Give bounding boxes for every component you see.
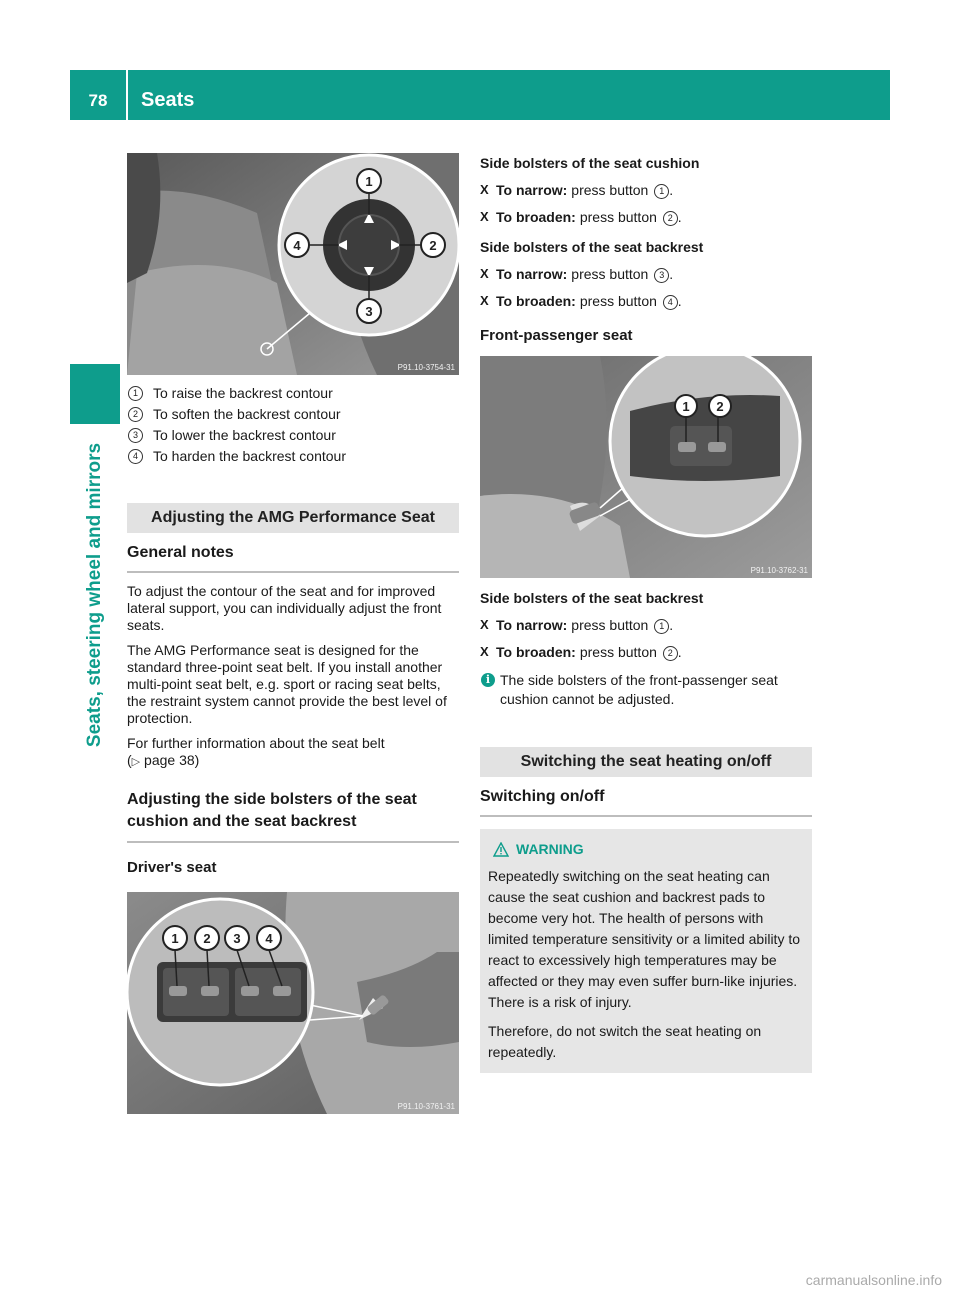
figure-code: P91.10-3762-31 [750, 566, 808, 575]
page-ref-arrow-icon: ▷ [131, 756, 141, 768]
step-label: To narrow: [496, 182, 568, 198]
figure-passenger-seat [480, 356, 812, 578]
legend-item [127, 404, 459, 425]
paragraph: The AMG Performance seat is designed for the standard three-point seat belt. If you install another multi-point seat belt, e.g. sport or racing seat belts, the restraint system cannot provide the best level of protection. [127, 642, 447, 726]
step-label: To broaden: [496, 293, 576, 309]
instruction-step: X To narrow: press button 3 . [480, 266, 674, 282]
step-arrow-icon: X [480, 209, 489, 224]
legend-item [127, 446, 459, 467]
legend-item [127, 383, 459, 404]
legend-text: To lower the backrest contour [153, 427, 336, 443]
callout-number: 2 [663, 646, 678, 661]
step-arrow-icon: X [480, 266, 489, 281]
figure-label-4: 4 [265, 931, 273, 946]
callout-number: 4 [128, 449, 143, 464]
callout-number: 1 [654, 184, 669, 199]
figure-label-2: 2 [429, 238, 437, 253]
step-arrow-icon: X [480, 644, 489, 659]
step-text: press button [571, 182, 649, 198]
info-text: The side bolsters of the front-passenger seat cushion cannot be adjusted. [500, 672, 778, 707]
legend-item [127, 425, 459, 446]
instruction-step: X To broaden: press button 4 . [480, 293, 682, 309]
paragraph-text: For further information about the seat belt [127, 735, 385, 751]
callout-number: 3 [128, 428, 143, 443]
step-arrow-icon: X [480, 182, 489, 197]
drivers-seat-illustration [127, 892, 459, 1114]
paragraph: To adjust the contour of the seat and for improved lateral support, you can individually adjust the front seats. [127, 583, 442, 633]
left-column [127, 153, 459, 1114]
callout-number: 4 [663, 295, 678, 310]
warning-header [493, 841, 804, 857]
step-text: press button [579, 644, 657, 660]
figure-label-1: 1 [365, 174, 373, 189]
instruction-step: X To narrow: press button 1 . [480, 182, 674, 198]
step-arrow-icon: X [480, 617, 489, 632]
switching-heading: Switching on/off [480, 787, 812, 817]
side-bolsters-heading: Adjusting the side bolsters of the seat cushion and the seat backrest [127, 789, 459, 843]
figure-label-1: 1 [171, 931, 179, 946]
legend-text: To harden the backrest contour [153, 448, 347, 464]
warning-text: Repeatedly switching on the seat heating can cause the seat cushion and backrest pads to become very hot. The health of persons with limited temperature sensitivity or a limited ability to react to excessively high temperatures may be affected or they may even suffer burn-like injuries. There is a risk of injury. [488, 868, 801, 1010]
step-arrow-icon: X [480, 293, 489, 308]
info-icon: i [481, 673, 495, 687]
figure-code: P91.10-3761-31 [397, 1102, 455, 1111]
page-title: Seats [141, 89, 195, 111]
header-divider [126, 70, 128, 120]
step-label: To broaden: [496, 644, 576, 660]
warning-title: WARNING [516, 841, 584, 857]
page-reference-link[interactable]: page 38 [144, 752, 195, 768]
cushion-bolsters-heading: Side bolsters of the seat cushion [480, 155, 700, 171]
callout-number: 2 [128, 407, 143, 422]
general-notes-heading: General notes [127, 543, 459, 573]
backrest-illustration [127, 153, 459, 375]
warning-triangle-icon [493, 842, 509, 857]
page-number: 78 [88, 91, 108, 110]
passenger-backrest-heading: Side bolsters of the seat backrest [480, 590, 704, 606]
backrest-bolsters-heading: Side bolsters of the seat backrest [480, 239, 704, 255]
watermark: carmanualsonline.info [805, 1272, 942, 1288]
callout-number: 1 [128, 386, 143, 401]
drivers-seat-heading: Driver's seat [127, 859, 217, 876]
step-text: press button [571, 266, 649, 282]
info-note [480, 671, 812, 709]
figure-backrest-contour [127, 153, 459, 375]
figure-legend [127, 383, 459, 467]
legend-text: To soften the backrest contour [153, 406, 341, 422]
warning-box [480, 829, 812, 1073]
instruction-step: X To broaden: press button 2 . [480, 209, 682, 225]
callout-number: 1 [654, 619, 669, 634]
figure-label-2: 2 [716, 399, 724, 414]
figure-label-3: 3 [233, 931, 241, 946]
step-text: press button [571, 617, 649, 633]
step-text: press button [579, 209, 657, 225]
figure-label-2: 2 [203, 931, 211, 946]
passenger-seat-illustration [480, 356, 812, 578]
section-banner-heating: Switching the seat heating on/off [480, 747, 812, 777]
figure-code: P91.10-3754-31 [397, 363, 455, 372]
callout-number: 2 [663, 211, 678, 226]
step-label: To narrow: [496, 617, 568, 633]
figure-label-3: 3 [365, 304, 373, 319]
section-banner-amg: Adjusting the AMG Performance Seat [127, 503, 459, 533]
warning-text: Therefore, do not switch the seat heating on repeatedly. [488, 1023, 762, 1060]
figure-label-1: 1 [682, 399, 690, 414]
figure-label-4: 4 [293, 238, 301, 253]
instruction-step: X To narrow: press button 1 . [480, 617, 674, 633]
front-passenger-heading: Front-passenger seat [480, 327, 633, 344]
step-text: press button [579, 293, 657, 309]
step-label: To broaden: [496, 209, 576, 225]
chapter-tab [70, 364, 120, 424]
paragraph-with-ref: For further information about the seat belt (▷ page 38) [127, 735, 385, 768]
instruction-step: X To broaden: press button 2 . [480, 644, 682, 660]
callout-number: 3 [654, 268, 669, 283]
chapter-title-text: Seats, steering wheel and mirrors [84, 442, 105, 748]
chapter-title [70, 420, 120, 770]
legend-text: To raise the backrest contour [153, 385, 333, 401]
figure-drivers-seat [127, 892, 459, 1114]
right-column [480, 153, 812, 1073]
step-label: To narrow: [496, 266, 568, 282]
